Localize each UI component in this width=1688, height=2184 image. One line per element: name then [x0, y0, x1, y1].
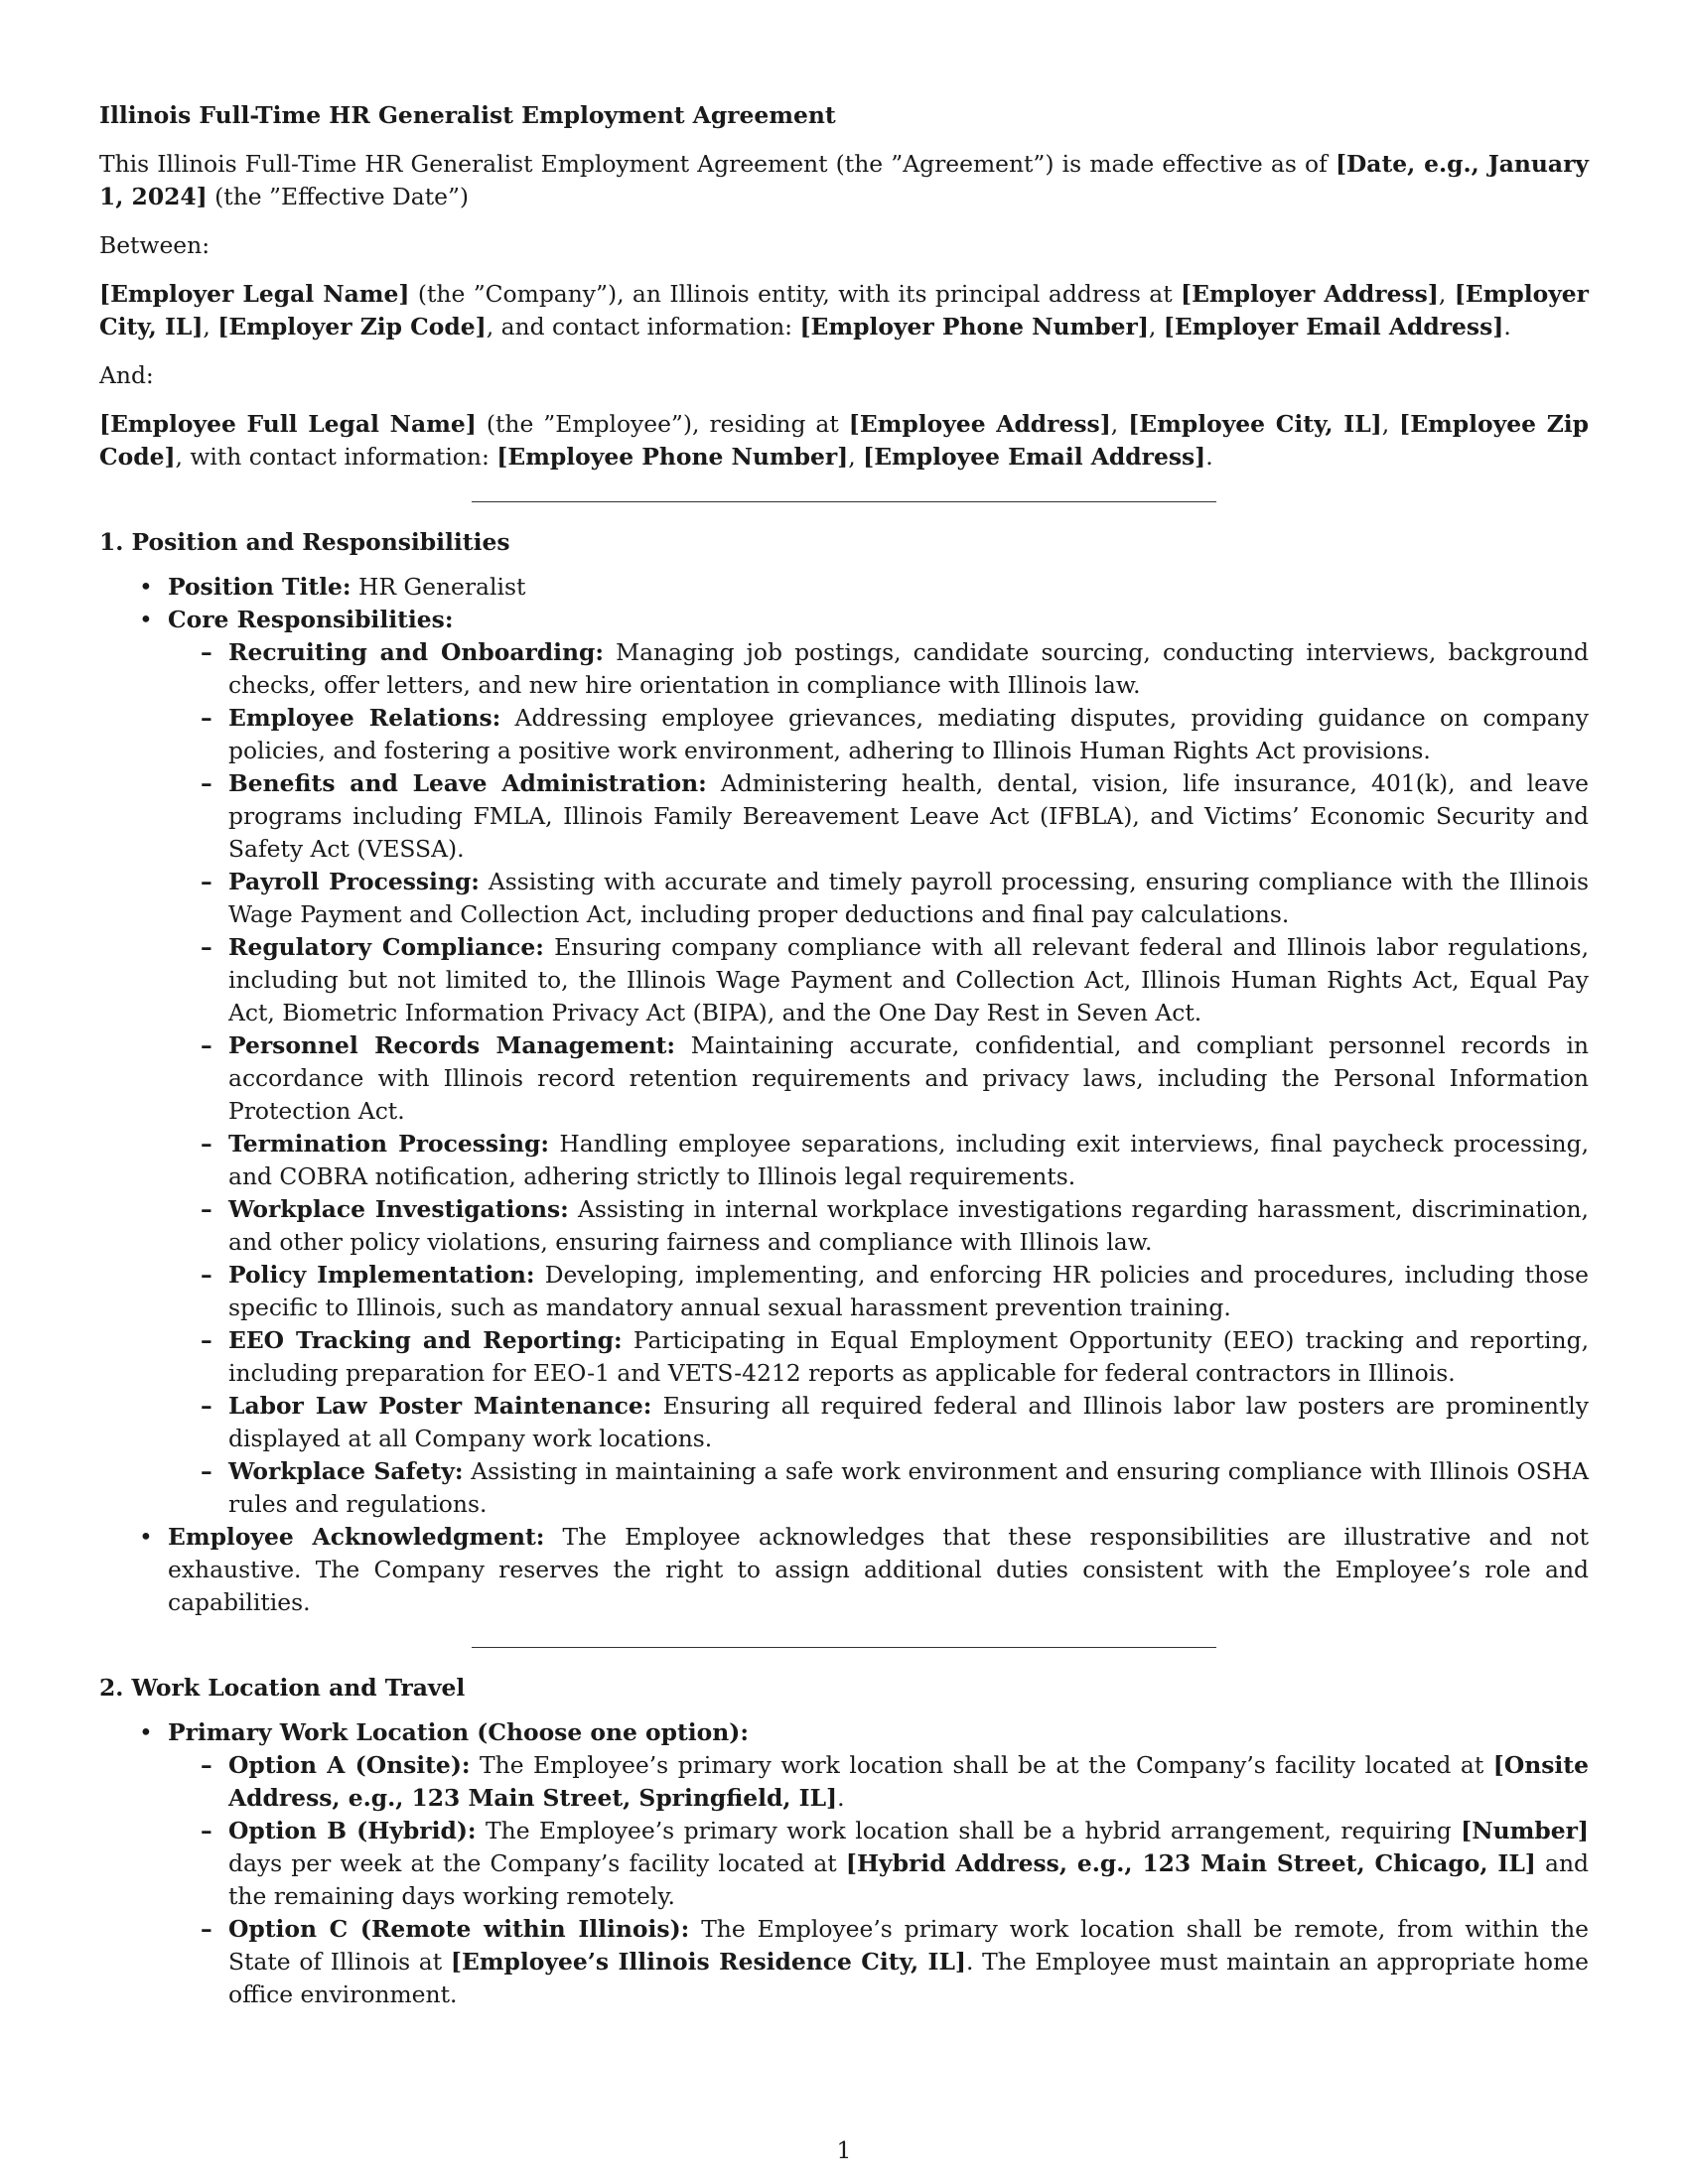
responsibility-text: Assisting with accurate and timely payroll processing, ensuring compliance with the Illinois Wage Payment and Collection Act, including proper deductions and final pay calculations. — [228, 868, 1589, 928]
document-page — [99, 99, 1589, 2011]
responsibility-text: Assisting in internal workplace investigations regarding harassment, discrimination, and other policy violations, ensuring fairness and compliance with Illinois law. — [228, 1195, 1589, 1256]
separator: , — [1381, 410, 1400, 438]
separator: , — [1438, 280, 1455, 308]
core-responsibilities-label: Core Responsibilities: — [168, 606, 454, 633]
date-placeholder: [Date, e.g., January 1, 2024] — [99, 150, 1590, 210]
responsibility-item — [168, 1029, 1589, 1128]
option-c-label: Option C (Remote within Illinois): — [228, 1915, 690, 1943]
responsibility-label: Termination Processing: — [228, 1130, 549, 1158]
responsibility-text: Managing job postings, candidate sourcing, conducting interviews, background checks, offer letters, and new hire orientation in compliance with Illinois law. — [228, 638, 1589, 699]
responsibility-text: Developing, implementing, and enforcing HR policies and procedures, including those specific to Illinois, such as mandatory annual sexual harassment prevention training. — [228, 1261, 1589, 1321]
option-c-item — [168, 1913, 1589, 2011]
responsibility-text: Handling employee separations, including exit interviews, final paycheck processing, and COBRA notification, adhering strictly to Illinois legal requirements. — [228, 1130, 1590, 1190]
intro-paragraph — [99, 148, 1589, 213]
responsibility-text: Addressing employee grievances, mediating disputes, providing guidance on company policies, and fostering a positive work environment, adhering to Illinois Human Rights Act provisions. — [228, 704, 1589, 764]
employer-city-placeholder: [Employer City, IL] — [99, 280, 1590, 341]
separator: , — [1148, 313, 1164, 341]
between-label: Between: — [99, 231, 211, 259]
responsibility-text: Administering health, dental, vision, life insurance, 401(k), and leave programs including FMLA, Illinois Family Bereavement Leave Act (IFBLA), and Victims’ Economic Security and Safety Act (VESSA). — [228, 769, 1589, 863]
responsibilities-list — [168, 636, 1589, 1521]
employer-phone-placeholder: [Employer Phone Number] — [799, 313, 1149, 341]
acknowledgment-text: The Employee acknowledges that these responsibilities are illustrative and not exhaustive. The Company reserves the right to assign additional duties consistent with the Employee’s role and capabilities. — [168, 1523, 1589, 1616]
responsibility-item — [168, 1455, 1589, 1521]
section-2-heading: 2. Work Location and Travel — [99, 1674, 466, 1702]
section-1-list — [99, 571, 1589, 1619]
position-title-label: Position Title: — [168, 573, 352, 601]
employee-paragraph — [99, 408, 1589, 474]
primary-work-location-label: Primary Work Location (Choose one option): — [168, 1718, 749, 1746]
residence-city-placeholder: [Employee’s Illinois Residence City, IL] — [450, 1948, 966, 1976]
responsibility-label: Workplace Safety: — [228, 1457, 464, 1485]
employer-address-placeholder: [Employer Address] — [1181, 280, 1439, 308]
responsibility-item — [168, 1193, 1589, 1259]
option-c-text: The Employee’s primary work location shall be remote, from within the State of Illinois at — [228, 1915, 1589, 1976]
responsibility-item — [168, 866, 1589, 931]
responsibility-item — [168, 1324, 1589, 1390]
employee-text: (the ”Employee”), residing at — [476, 410, 849, 438]
responsibility-label: Policy Implementation: — [228, 1261, 535, 1289]
separator: , — [1110, 410, 1129, 438]
document-title: Illinois Full-Time HR Generalist Employment Agreement — [99, 101, 836, 129]
responsibility-text: Participating in Equal Employment Opportunity (EEO) tracking and reporting, including preparation for EEO-1 and VETS-4212 reports as applicable for federal contractors in Illinois. — [228, 1326, 1590, 1387]
period: . — [1503, 313, 1511, 341]
employee-phone-placeholder: [Employee Phone Number] — [496, 443, 849, 471]
employee-email-placeholder: [Employee Email Address] — [863, 443, 1206, 471]
position-title-item — [99, 571, 1589, 604]
employer-name-placeholder: [Employer Legal Name] — [99, 280, 410, 308]
period: . — [1205, 443, 1213, 471]
and-label: And: — [99, 361, 154, 389]
option-b-label: Option B (Hybrid): — [228, 1817, 477, 1844]
responsibility-label: EEO Tracking and Reporting: — [228, 1326, 623, 1354]
employee-contact-text: , with contact information: — [175, 443, 497, 471]
option-b-item — [168, 1815, 1589, 1913]
separator: , — [848, 443, 864, 471]
page-number: 1 — [836, 2136, 852, 2164]
responsibility-label: Labor Law Poster Maintenance: — [228, 1392, 652, 1420]
onsite-address-placeholder: [Onsite Address, e.g., 123 Main Street, Springfield, IL] — [228, 1751, 1589, 1812]
employee-city-placeholder: [Employee City, IL] — [1128, 410, 1382, 438]
intro-text-end: (the ”Effective Date”) — [207, 183, 470, 210]
responsibility-text: Maintaining accurate, confidential, and compliant personnel records in accordance with Illinois record retention requirements and privacy laws, including the Personal Information Protection Act. — [228, 1031, 1589, 1125]
employer-zip-placeholder: [Employer Zip Code] — [217, 313, 487, 341]
responsibility-label: Benefits and Leave Administration: — [228, 769, 707, 797]
option-a-item — [168, 1749, 1589, 1815]
hybrid-address-placeholder: [Hybrid Address, e.g., 123 Main Street, Chicago, IL] — [845, 1849, 1536, 1877]
option-b-text: The Employee’s primary work location shall be a hybrid arrangement, requiring — [476, 1817, 1462, 1844]
responsibility-label: Personnel Records Management: — [228, 1031, 676, 1059]
employee-acknowledgment-item — [99, 1521, 1589, 1619]
employee-zip-placeholder: [Employee Zip Code] — [99, 410, 1590, 471]
responsibility-label: Recruiting and Onboarding: — [228, 638, 605, 666]
responsibility-text: Ensuring company compliance with all relevant federal and Illinois labor regulations, including but not limited to, the Illinois Wage Payment and Collection Act, Illinois Human Rights Act, Equal Pay Act, Biometric Information Privacy Act (BIPA), and the One Day Rest in Seven Act. — [228, 933, 1590, 1026]
responsibility-label: Employee Relations: — [228, 704, 501, 732]
days-number-placeholder: [Number] — [1461, 1817, 1589, 1844]
section-divider — [472, 501, 1216, 502]
employer-paragraph — [99, 278, 1589, 343]
employer-text: (the ”Company”), an Illinois entity, with its principal address at — [409, 280, 1181, 308]
option-c-text-end: . The Employee must maintain an appropriate home office environment. — [228, 1948, 1589, 2008]
section-divider — [472, 1647, 1216, 1648]
responsibility-item — [168, 931, 1589, 1029]
responsibility-item — [168, 1259, 1589, 1324]
responsibility-label: Regulatory Compliance: — [228, 933, 544, 961]
acknowledgment-label: Employee Acknowledgment: — [168, 1523, 545, 1551]
responsibility-text: Assisting in maintaining a safe work environment and ensuring compliance with Illinois OSHA rules and regulations. — [228, 1457, 1589, 1518]
responsibility-item — [168, 1390, 1589, 1455]
option-a-text: The Employee’s primary work location shall be at the Company’s facility located at — [470, 1751, 1493, 1779]
responsibility-label: Workplace Investigations: — [228, 1195, 569, 1223]
intro-text: This Illinois Full-Time HR Generalist Employment Agreement (the ”Agreement”) is made effective as of — [99, 150, 1336, 178]
employer-contact-text: , and contact information: — [486, 313, 800, 341]
option-a-label: Option A (Onsite): — [228, 1751, 471, 1779]
responsibility-item — [168, 1128, 1589, 1193]
responsibility-item — [168, 767, 1589, 866]
core-responsibilities-item — [99, 604, 1589, 1521]
primary-work-location-item — [99, 1716, 1589, 2011]
section-2-list — [99, 1716, 1589, 2011]
position-title-value: HR Generalist — [351, 573, 526, 601]
section-1-heading: 1. Position and Responsibilities — [99, 528, 510, 556]
option-b-text-mid: days per week at the Company’s facility located at — [228, 1849, 846, 1877]
option-b-text-end: and the remaining days working remotely. — [228, 1849, 1589, 1910]
separator: , — [203, 313, 218, 341]
responsibility-text: Ensuring all required federal and Illinois labor law posters are prominently displayed at all Company work locations. — [228, 1392, 1589, 1452]
responsibility-label: Payroll Processing: — [228, 868, 480, 895]
option-a-text-end: . — [837, 1784, 845, 1812]
employee-name-placeholder: [Employee Full Legal Name] — [99, 410, 477, 438]
employer-email-placeholder: [Employer Email Address] — [1163, 313, 1504, 341]
employee-address-placeholder: [Employee Address] — [848, 410, 1111, 438]
responsibility-item — [168, 702, 1589, 767]
responsibility-item — [168, 636, 1589, 702]
work-location-options — [168, 1749, 1589, 2011]
